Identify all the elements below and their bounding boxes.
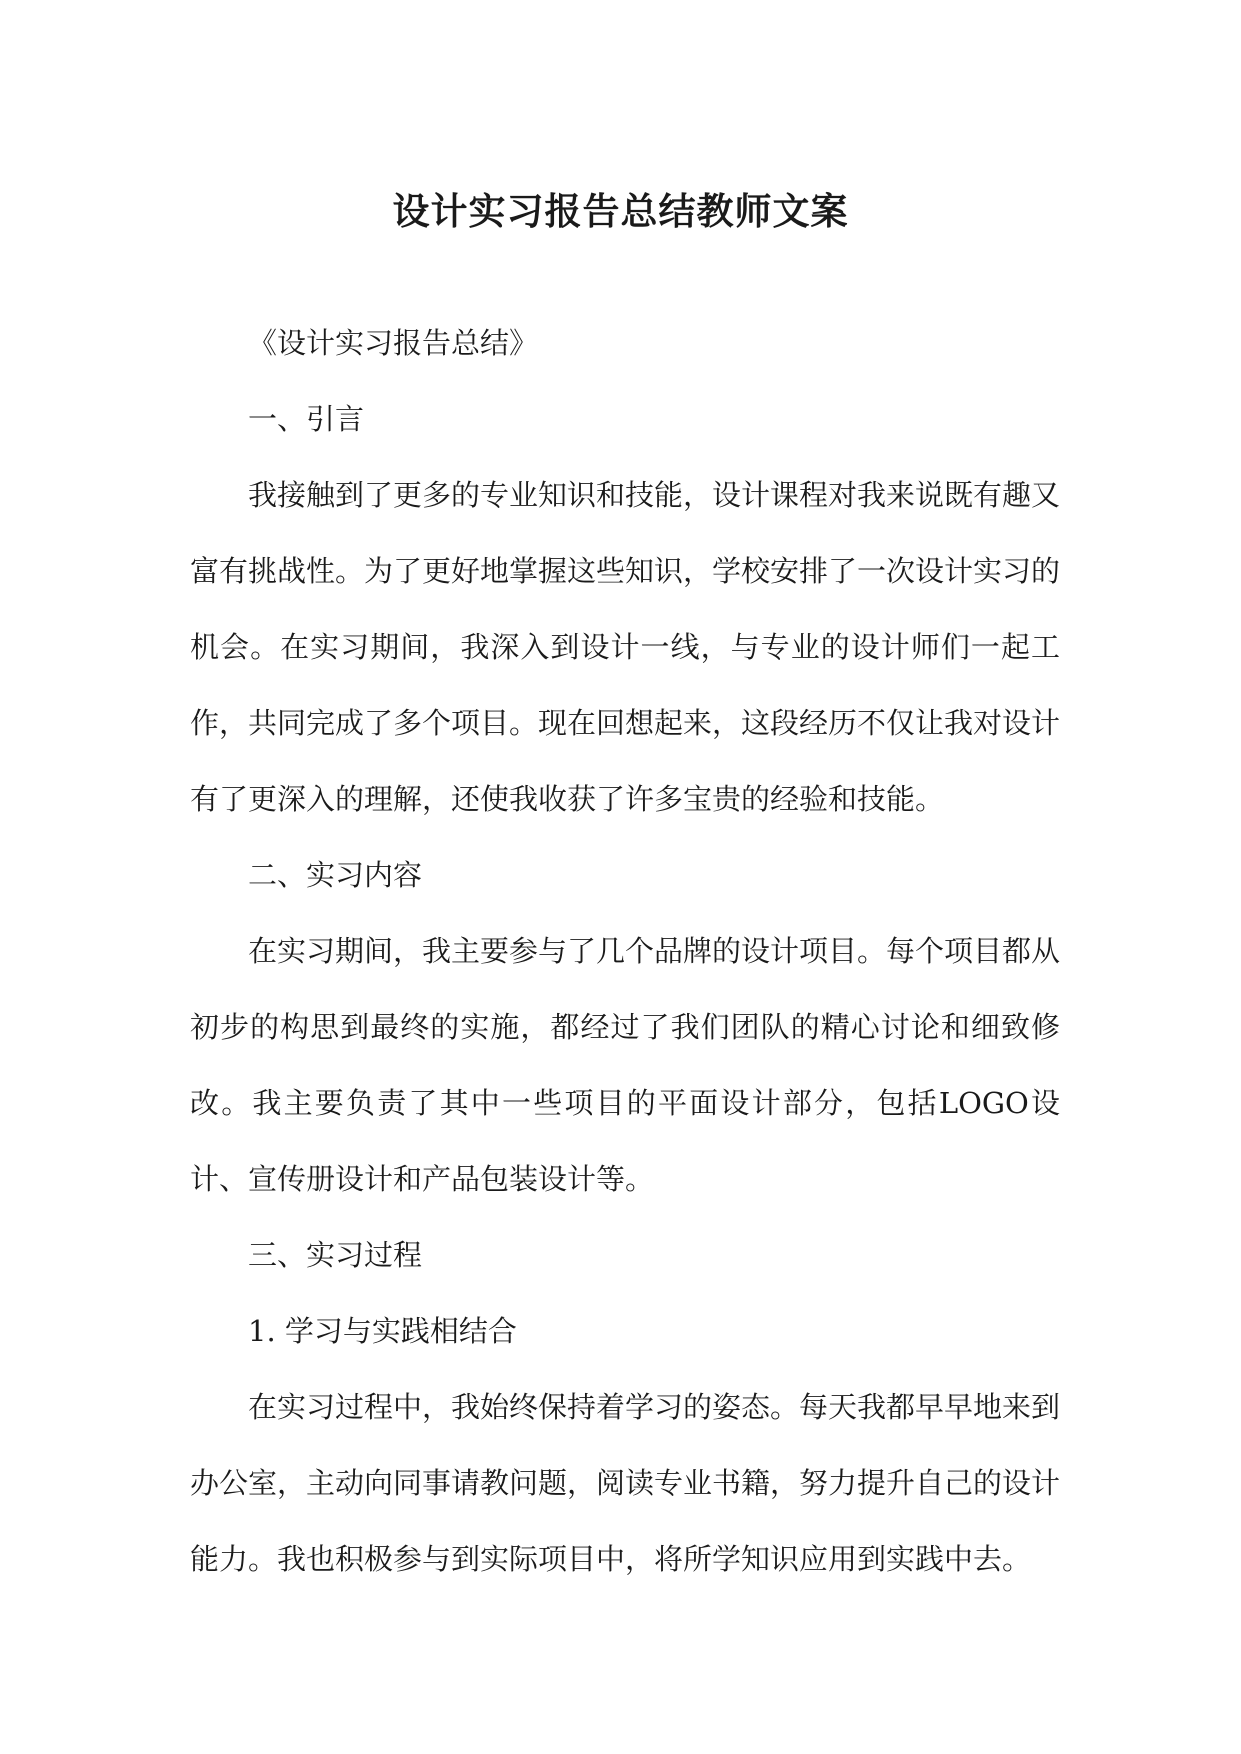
- paragraph-introduction: 我接触到了更多的专业知识和技能，设计课程对我来说既有趣又富有挑战性。为了更好地掌握这些知识，学校安排了一次设计实习的机会。在实习期间，我深入到设计一线，与专业的设计师们一起工作，共同完成了多个项目。现在回想起来，这段经历不仅让我对设计有了更深入的理解，还使我收获了许多宝贵的经验和技能。: [190, 478, 1061, 816]
- section-heading-content: 二、实习内容: [248, 858, 423, 892]
- section-heading-process: 三、实习过程: [248, 1238, 423, 1272]
- document-title: 设计实习报告总结教师文案: [392, 189, 849, 233]
- paragraph-learning-practice: 在实习过程中，我始终保持着学习的姿态。每天我都早早地来到办公室，主动向同事请教问题，阅读专业书籍，努力提升自己的设计能力。我也积极参与到实际项目中，将所学知识应用到实践中去。: [190, 1390, 1061, 1576]
- paragraph-content: 在实习期间，我主要参与了几个品牌的设计项目。每个项目都从初步的构思到最终的实施，都经过了我们团队的精心讨论和细致修改。我主要负责了其中一些项目的平面设计部分，包括LOGO设计、宣传册设计和产品包装设计等。: [190, 934, 1061, 1196]
- document-body: [190, 305, 1060, 1597]
- section-heading-introduction: 一、引言: [248, 402, 365, 436]
- report-subtitle: 《设计实习报告总结》: [248, 326, 539, 360]
- subsection-heading-learning-practice: 1. 学习与实践相结合: [248, 1314, 517, 1348]
